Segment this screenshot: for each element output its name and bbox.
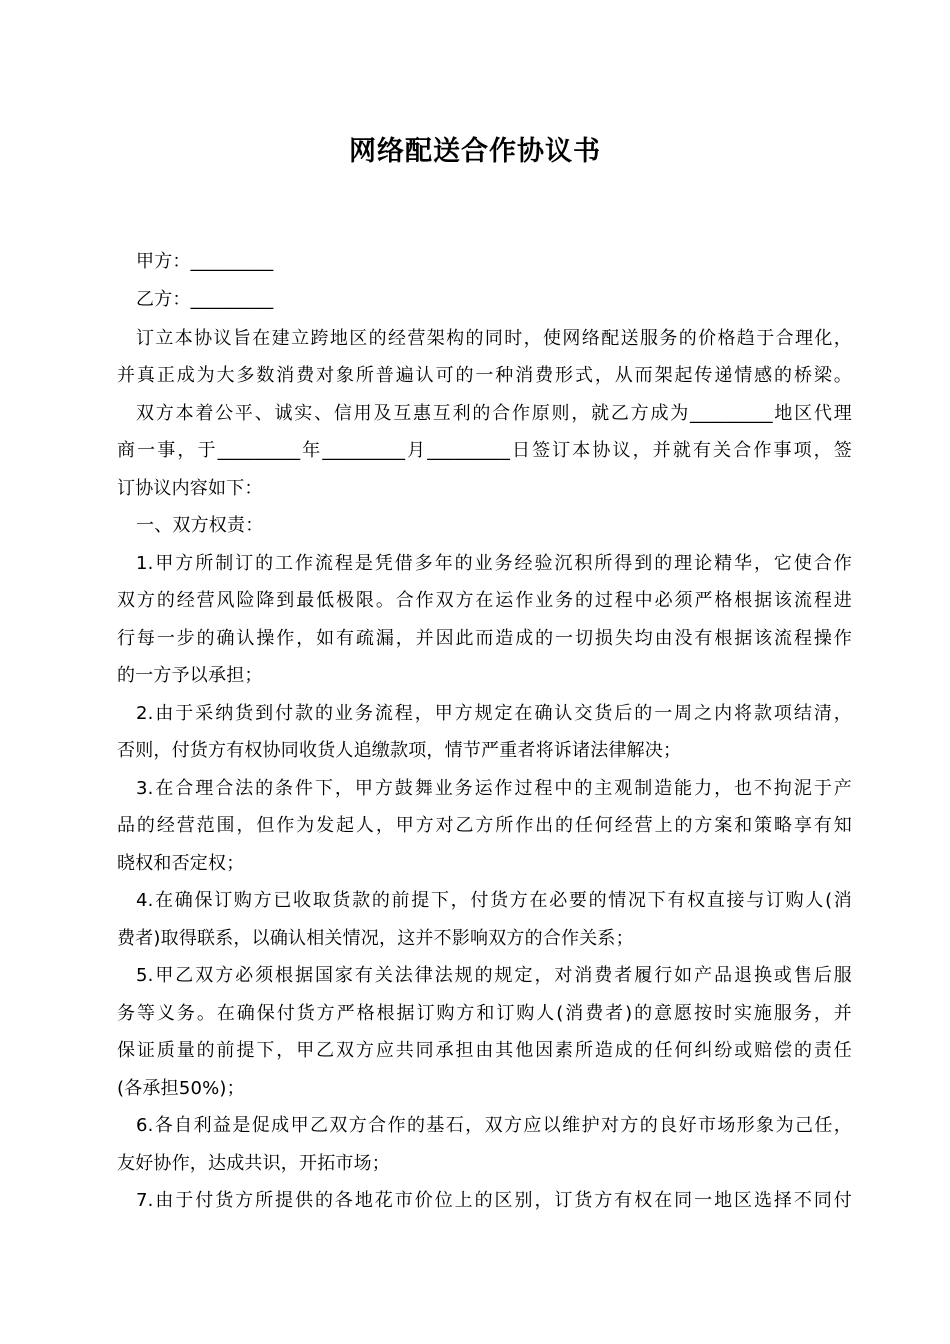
clause-line: 4.在确保订购方已收取货款的前提下，付货方在必要的情况下有权直接与订购人(消 [136,890,852,911]
clause-line: 晓权和否定权； [117,853,245,874]
clause-line: 保证质量的前提下，甲乙双方应共同承担由其他因素所造成的任何纠纷或赔偿的责任 [117,1040,852,1061]
clause-line: 品的经营范围，但作为发起人，甲方对乙方所作出的任何经营上的方案和策略享有知 [117,815,852,836]
clause-line: 友好协作，达成共识，开拓市场； [117,1153,390,1174]
paragraph-line: 商一事，于_________年_________月_________日签订本协议，并就有关合作事项，签 [117,440,852,461]
paragraph-line: 双方本着公平、诚实、信用及互惠互利的合作原则，就乙方成为_________地区代理 [136,403,852,424]
paragraph-line: 订立本协议旨在建立跨地区的经营架构的同时，使网络配送服务的价格趋于合理化， [136,328,852,349]
clause-line: 行每一步的确认操作，如有疏漏，并因此而造成的一切损失均由没有根据该流程操作 [117,628,852,649]
clause-line: 5.甲乙双方必须根据国家有关法律法规的规定，对消费者履行如产品退换或售后服 [136,965,852,986]
clause-line: 6.各自利益是促成甲乙双方合作的基石，双方应以维护对方的良好市场形象为己任， [136,1115,852,1136]
clause-line: 3.在合理合法的条件下，甲方鼓舞业务运作过程中的主观制造能力，也不拘泥于产 [136,778,852,799]
clause-line: 7.由于付货方所提供的各地花市价位上的区别，订货方有权在同一地区选择不同付 [136,1190,852,1211]
clause-line: 的一方予以承担； [117,665,263,686]
clause-line: 务等义务。在确保付货方严格根据订购方和订购人(消费者)的意愿按时实施服务，并 [117,1003,852,1024]
party-b-line: 乙方：_________ [136,289,274,310]
clause-line: 1.甲方所制订的工作流程是凭借多年的业务经验沉积所得到的理论精华，它使合作 [136,553,852,574]
clause-line: 2.由于采纳货到付款的业务流程，甲方规定在确认交货后的一周之内将款项结清， [136,703,852,724]
party-a-line: 甲方：_________ [136,251,274,272]
paragraph-line: 并真正成为大多数消费对象所普遍认可的一种消费形式，从而架起传递情感的桥梁。 [117,365,852,386]
clause-line: 费者)取得联系，以确认相关情况，这并不影响双方的合作关系； [117,928,634,949]
clause-line: 双方的经营风险降到最低极限。合作双方在运作业务的过程中必须严格根据该流程进 [117,590,852,611]
clause-line: (各承担50%)； [117,1078,245,1099]
clause-line: 否则，付货方有权协同收货人追缴款项，情节严重者将诉诸法律解决； [117,740,682,761]
section-heading: 一、双方权责： [136,515,264,536]
document-title: 网络配送合作协议书 [349,136,601,167]
paragraph-line: 订协议内容如下： [117,478,263,499]
